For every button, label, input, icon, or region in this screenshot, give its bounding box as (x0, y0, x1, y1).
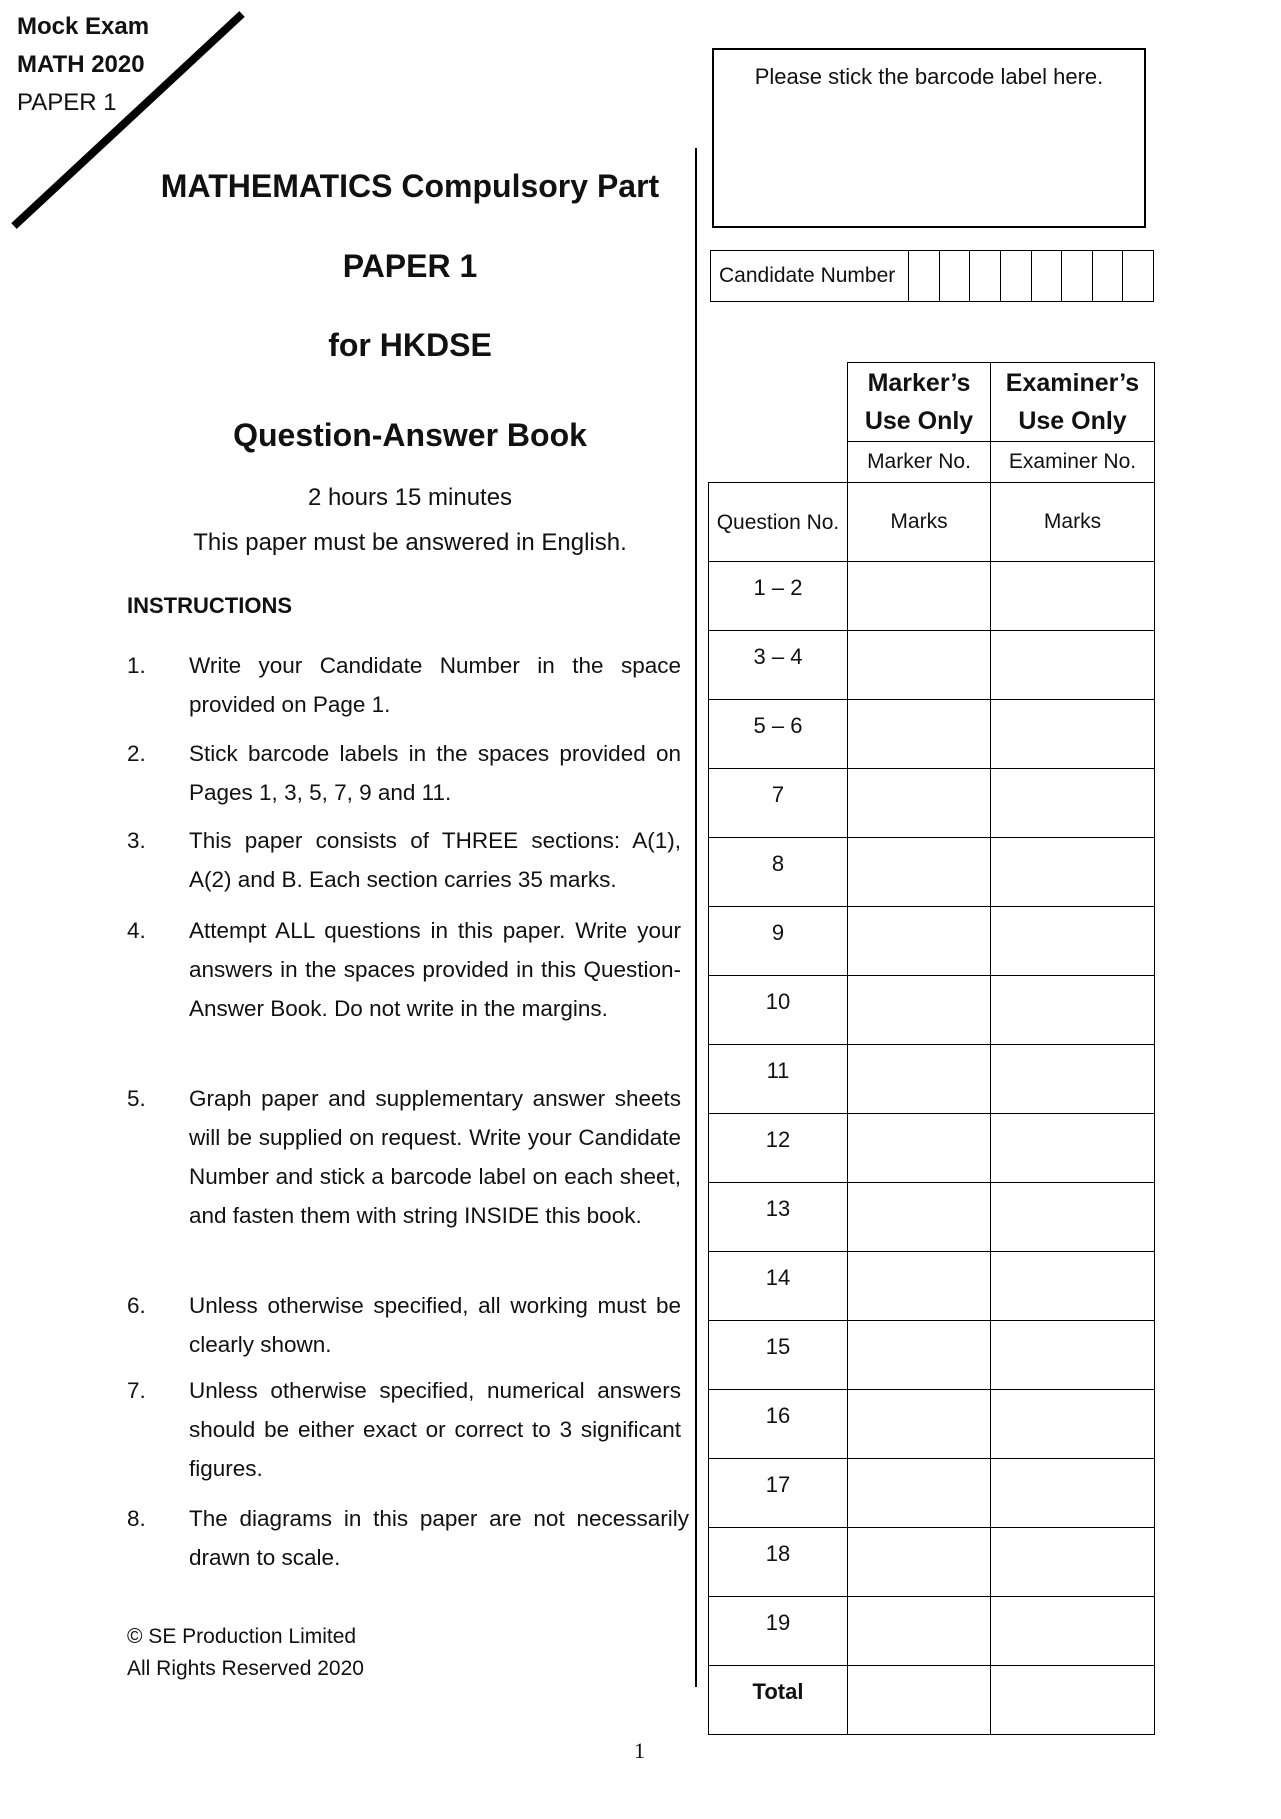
table-row (709, 631, 1155, 700)
question-number: 10 (709, 976, 848, 1045)
barcode-instruction: Please stick the barcode label here. (754, 64, 1104, 89)
table-row (709, 562, 1155, 631)
marker-marks-cell[interactable] (848, 1459, 991, 1528)
instruction-number: 1. (127, 653, 146, 678)
examiner-marks-cell[interactable] (991, 907, 1155, 976)
instruction-text: Unless otherwise specified, numerical answers should be either exact or correct to 3 significant figures. (189, 1378, 681, 1481)
marker-no-label: Marker No. (848, 442, 991, 483)
table-row (709, 838, 1155, 907)
instruction-text: Unless otherwise specified, all working must be clearly shown. (189, 1293, 681, 1357)
marker-marks-cell[interactable] (848, 1183, 991, 1252)
marker-marks-cell[interactable] (848, 907, 991, 976)
instruction-number: 5. (127, 1086, 146, 1111)
barcode-label-box (712, 48, 1146, 228)
question-number: 9 (709, 907, 848, 976)
table-row (709, 1528, 1155, 1597)
instructions-heading: INSTRUCTIONS (127, 593, 292, 618)
examiner-marks-cell[interactable] (991, 1045, 1155, 1114)
corner-mock-exam: Mock Exam (17, 13, 150, 40)
table-row (709, 1114, 1155, 1183)
table-row (709, 1252, 1155, 1321)
marker-marks-cell[interactable] (848, 769, 991, 838)
marks-table (708, 362, 1155, 1735)
instruction-item (127, 911, 683, 1028)
marker-marks-cell[interactable] (848, 631, 991, 700)
candidate-number-digit[interactable] (970, 251, 1001, 301)
candidate-number-row (710, 250, 1154, 302)
question-number: 8 (709, 838, 848, 907)
instruction-text: The diagrams in this paper are not necessarily drawn to scale. (189, 1506, 689, 1570)
title-exam: for HKDSE (328, 327, 492, 363)
examiner-marks-cell[interactable] (991, 1252, 1155, 1321)
instruction-text: Stick barcode labels in the spaces provided on Pages 1, 3, 5, 7, 9 and 11. (189, 741, 681, 805)
table-row (709, 907, 1155, 976)
table-row (709, 769, 1155, 838)
corner-math-year: MATH 2020 (17, 51, 145, 78)
question-number: 12 (709, 1114, 848, 1183)
copyright-rights: All Rights Reserved 2020 (127, 1657, 364, 1680)
question-number: 11 (709, 1045, 848, 1114)
marker-marks-cell[interactable] (848, 1252, 991, 1321)
table-row (709, 1459, 1155, 1528)
marker-marks-header: Marks (848, 483, 991, 562)
examiner-marks-cell[interactable] (991, 1597, 1155, 1666)
candidate-number-digit[interactable] (1093, 251, 1124, 301)
instruction-number: 4. (127, 918, 146, 943)
candidate-number-digit[interactable] (1062, 251, 1093, 301)
examiner-marks-cell[interactable] (991, 562, 1155, 631)
duration: 2 hours 15 minutes (307, 484, 513, 511)
examiner-marks-cell[interactable] (991, 1459, 1155, 1528)
question-no-header: Question No. (709, 483, 848, 562)
candidate-number-digit[interactable] (1032, 251, 1063, 301)
candidate-number-digit[interactable] (940, 251, 971, 301)
instruction-text: Graph paper and supplementary answer sheets will be supplied on request. Write your Candidate Number and stick a barcode label on each sheet, and fasten them with string INSIDE this book. (189, 1086, 681, 1228)
examiner-marks-cell[interactable] (991, 1528, 1155, 1597)
table-row (709, 1183, 1155, 1252)
table-row (709, 1045, 1155, 1114)
title-paper: PAPER 1 (342, 248, 478, 284)
page-number: 1 (634, 1738, 645, 1763)
question-number: 17 (709, 1459, 848, 1528)
title-book: Question-Answer Book (233, 417, 587, 453)
question-number: 7 (709, 769, 848, 838)
copyright (127, 1621, 364, 1685)
copyright-owner: © SE Production Limited (127, 1625, 357, 1648)
table-row (709, 976, 1155, 1045)
examiner-no-label: Examiner No. (991, 442, 1155, 483)
examiner-marks-cell[interactable] (991, 1390, 1155, 1459)
instruction-item (127, 1499, 689, 1577)
question-number: 15 (709, 1321, 848, 1390)
marker-marks-cell[interactable] (848, 1321, 991, 1390)
instruction-number: 3. (127, 828, 146, 853)
marker-marks-cell[interactable] (848, 1114, 991, 1183)
examiner-marks-cell[interactable] (991, 700, 1155, 769)
marker-marks-cell[interactable] (848, 1528, 991, 1597)
question-number: 5 – 6 (709, 700, 848, 769)
marker-marks-cell[interactable] (848, 1597, 991, 1666)
instruction-text: Write your Candidate Number in the space provided on Page 1. (189, 653, 681, 717)
table-row (709, 1597, 1155, 1666)
marker-total-cell[interactable] (848, 1666, 991, 1735)
candidate-number-digit[interactable] (909, 251, 940, 301)
instruction-item (127, 821, 683, 899)
examiner-marks-cell[interactable] (991, 631, 1155, 700)
question-number: 14 (709, 1252, 848, 1321)
candidate-number-digit[interactable] (1001, 251, 1032, 301)
marker-use-only-header: Marker’s Use Only (848, 363, 991, 442)
table-row (709, 1321, 1155, 1390)
examiner-marks-cell[interactable] (991, 1183, 1155, 1252)
question-number: 1 – 2 (709, 562, 848, 631)
instruction-text: This paper consists of THREE sections: A(1), A(2) and B. Each section carries 35 marks. (189, 828, 681, 892)
question-number: 13 (709, 1183, 848, 1252)
instruction-item (127, 1286, 683, 1364)
table-row (709, 1390, 1155, 1459)
language-note: This paper must be answered in English. (193, 529, 627, 556)
candidate-number-digit[interactable] (1123, 251, 1153, 301)
instruction-item (127, 1079, 683, 1235)
instruction-number: 2. (127, 741, 146, 766)
instruction-number: 8. (127, 1506, 146, 1531)
table-row (709, 700, 1155, 769)
page-divider (695, 148, 697, 1687)
instruction-number: 6. (127, 1293, 146, 1318)
marker-marks-cell[interactable] (848, 700, 991, 769)
instruction-item (127, 734, 683, 812)
examiner-marks-cell[interactable] (991, 1114, 1155, 1183)
instruction-number: 7. (127, 1378, 146, 1403)
examiner-marks-cell[interactable] (991, 1321, 1155, 1390)
examiner-marks-header: Marks (991, 483, 1155, 562)
table-corner-blank (709, 442, 848, 483)
instruction-text: Attempt ALL questions in this paper. Write your answers in the spaces provided in this Question- Answer Book. Do not write in the margins. (189, 918, 681, 1021)
examiner-use-only-header: Examiner’s Use Only (991, 363, 1155, 442)
question-number: 19 (709, 1597, 848, 1666)
table-corner-blank (709, 363, 848, 442)
examiner-total-cell[interactable] (991, 1666, 1155, 1735)
title-main: MATHEMATICS Compulsory Part (160, 168, 660, 204)
question-number: 3 – 4 (709, 631, 848, 700)
marker-marks-cell[interactable] (848, 1390, 991, 1459)
question-number: 18 (709, 1528, 848, 1597)
candidate-number-label: Candidate Number (711, 251, 909, 301)
examiner-marks-cell[interactable] (991, 769, 1155, 838)
total-row (709, 1666, 1155, 1735)
instruction-item (127, 1371, 683, 1488)
question-number: 16 (709, 1390, 848, 1459)
marker-marks-cell[interactable] (848, 562, 991, 631)
total-label: Total (709, 1666, 848, 1735)
corner-paper: PAPER 1 (17, 89, 117, 116)
marker-marks-cell[interactable] (848, 1045, 991, 1114)
examiner-marks-cell[interactable] (991, 976, 1155, 1045)
marker-marks-cell[interactable] (848, 838, 991, 907)
instruction-item (127, 646, 683, 724)
examiner-marks-cell[interactable] (991, 838, 1155, 907)
marker-marks-cell[interactable] (848, 976, 991, 1045)
